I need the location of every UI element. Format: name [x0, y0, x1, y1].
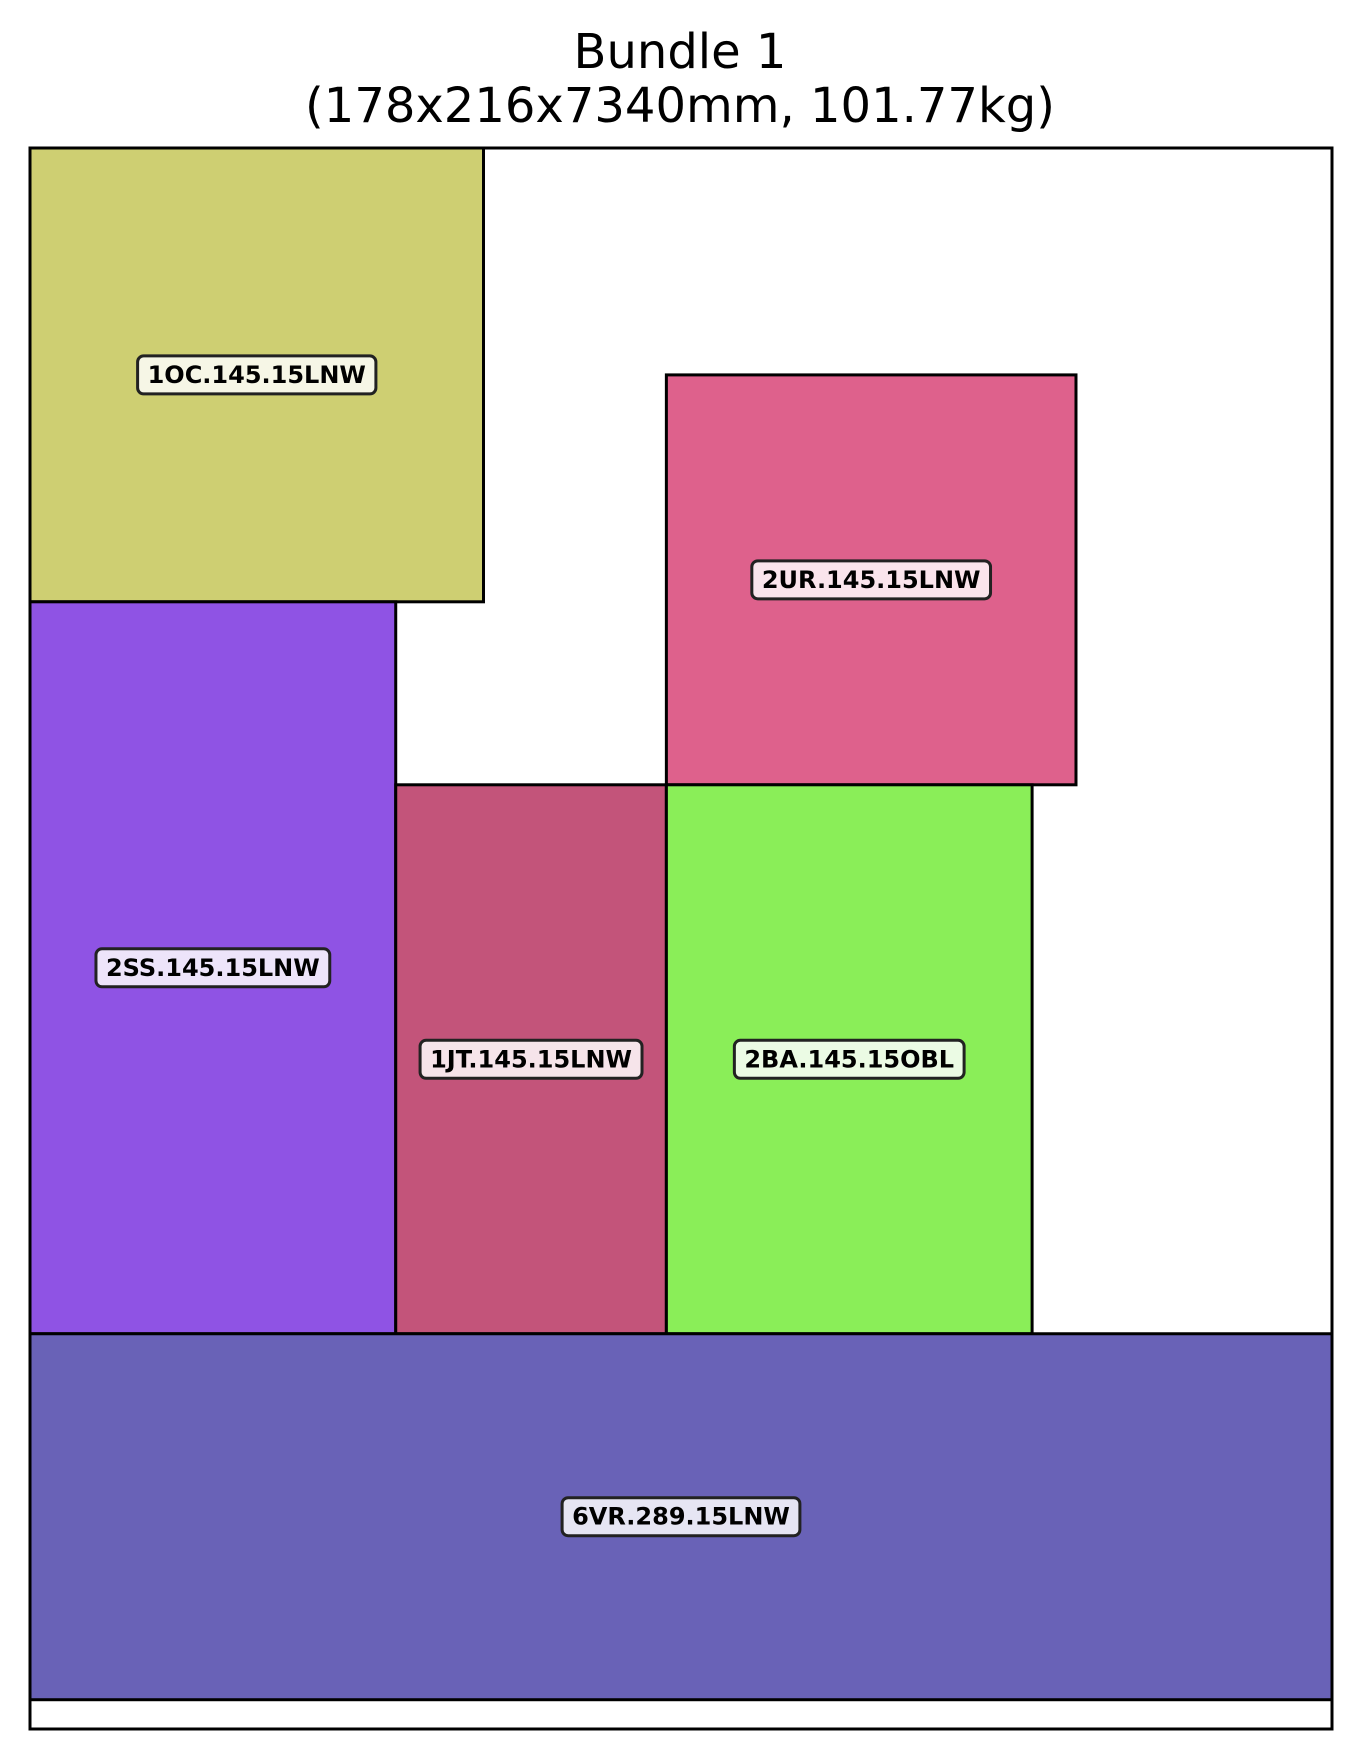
piece-label-text: 2SS.145.15LNW: [105, 953, 320, 982]
piece-label-text: 2BA.145.15OBL: [744, 1045, 955, 1074]
piece-label: [96, 949, 330, 987]
piece-label: [562, 1498, 800, 1536]
chart-title-line2: (178x216x7340mm, 101.77kg): [305, 78, 1055, 134]
piece-label-text: 1OC.145.15LNW: [147, 360, 366, 389]
piece-label-text: 6VR.289.15LNW: [572, 1502, 790, 1531]
piece-label: [138, 356, 376, 394]
piece-label: [734, 1040, 964, 1078]
piece-label-text: 2UR.145.15LNW: [761, 565, 981, 594]
chart-title-line1: Bundle 1: [573, 24, 787, 80]
piece-label: [752, 561, 991, 599]
piece-label-text: 1JT.145.15LNW: [430, 1045, 633, 1074]
piece-label: [420, 1040, 642, 1078]
